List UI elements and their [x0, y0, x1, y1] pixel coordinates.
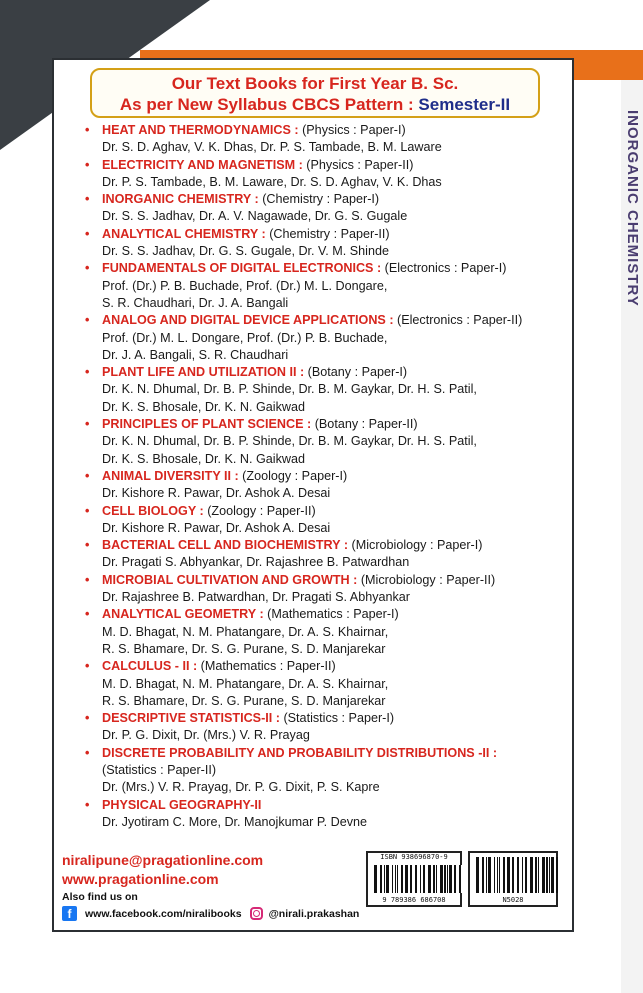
book-subject: INORGANIC CHEMISTRY : — [102, 192, 259, 207]
book-item — [76, 606, 566, 658]
contact-footer — [62, 852, 359, 921]
book-authors: Dr. (Mrs.) V. R. Prayag, Dr. P. G. Dixit, P. S. Kapre — [102, 780, 380, 795]
social-row — [62, 906, 359, 921]
book-paper: (Mathematics : Paper-I) — [263, 607, 399, 622]
book-authors: Dr. K. N. Dhumal, Dr. B. P. Shinde, Dr. B. M. Gaykar, Dr. H. S. Patil, — [102, 434, 477, 449]
book-paper: (Zoology : Paper-II) — [203, 503, 316, 518]
book-authors: S. R. Chaudhari, Dr. J. A. Bangali — [102, 295, 289, 310]
bullet-icon: • — [85, 157, 90, 172]
book-subject: BACTERIAL CELL AND BIOCHEMISTRY : — [102, 538, 349, 553]
book-item — [76, 157, 566, 192]
book-subject: MICROBIAL CULTIVATION AND GROWTH : — [102, 572, 358, 587]
book-subject: ELECTRICITY AND MAGNETISM : — [102, 157, 303, 172]
isbn-bars — [374, 865, 454, 893]
book-authors: Dr. Kishore R. Pawar, Dr. Ashok A. Desai — [102, 520, 331, 535]
book-item — [76, 468, 566, 503]
book-authors: R. S. Bhamare, Dr. S. G. Purane, S. D. Manjarekar — [102, 641, 386, 656]
book-subject: PRINCIPLES OF PLANT SCIENCE : — [102, 417, 312, 432]
book-subject: PHYSICAL GEOGRAPHY-II — [102, 797, 262, 812]
book-item — [76, 226, 566, 261]
book-paper: (Botany : Paper-II) — [311, 417, 418, 432]
book-paper: (Physics : Paper-II) — [302, 157, 414, 172]
email-link[interactable]: niralipune@pragationline.com — [62, 852, 264, 868]
bullet-icon: • — [85, 538, 90, 553]
title-pattern: As per New Syllabus CBCS Pattern : — [119, 95, 419, 114]
book-list — [76, 122, 566, 831]
book-list-panel — [52, 58, 574, 932]
book-paper: (Microbiology : Paper-I) — [348, 538, 483, 553]
book-authors: Dr. Rajashree B. Patwardhan, Dr. Pragati S. Abhyankar — [102, 590, 411, 605]
bullet-icon: • — [85, 711, 90, 726]
product-barcode — [468, 851, 558, 907]
book-authors: Dr. Pragati S. Abhyankar, Dr. Rajashree B. Patwardhan — [102, 555, 410, 570]
book-authors: Dr. K. N. Dhumal, Dr. B. P. Shinde, Dr. B. M. Gaykar, Dr. H. S. Patil, — [102, 382, 477, 397]
isbn-number: 9 789386 686708 — [382, 896, 446, 904]
book-item — [76, 658, 566, 710]
book-subject: HEAT AND THERMODYNAMICS : — [102, 123, 299, 137]
book-item — [76, 537, 566, 572]
bullet-icon: • — [85, 745, 90, 760]
product-bars — [476, 857, 550, 893]
book-authors: Dr. K. S. Bhosale, Dr. K. N. Gaikwad — [102, 399, 305, 414]
bullet-icon: • — [85, 123, 90, 137]
book-subject: ANALOG AND DIGITAL DEVICE APPLICATIONS : — [102, 313, 394, 328]
book-item — [76, 797, 566, 832]
bullet-icon: • — [85, 468, 90, 483]
bullet-icon: • — [85, 261, 90, 276]
book-item — [76, 416, 566, 468]
bullet-icon: • — [85, 313, 90, 328]
book-authors: M. D. Bhagat, N. M. Phatangare, Dr. A. S. Khairnar, — [102, 676, 389, 691]
book-authors: Dr. P. G. Dixit, Dr. (Mrs.) V. R. Prayag — [102, 728, 310, 743]
book-subject: FUNDAMENTALS OF DIGITAL ELECTRONICS : — [102, 261, 382, 276]
bullet-icon: • — [85, 417, 90, 432]
book-subject: CALCULUS - II : — [102, 659, 198, 674]
book-item — [76, 503, 566, 538]
title-box — [90, 68, 540, 118]
book-paper: (Physics : Paper-I) — [298, 123, 406, 137]
book-subject: DESCRIPTIVE STATISTICS-II : — [102, 711, 280, 726]
book-paper: (Statistics : Paper-I) — [279, 711, 395, 726]
book-subject: CELL BIOLOGY : — [102, 503, 204, 518]
title-line-2 — [92, 95, 538, 115]
book-authors: Dr. S. S. Jadhav, Dr. G. S. Gugale, Dr. V. M. Shinde — [102, 244, 389, 259]
bullet-icon: • — [85, 659, 90, 674]
isbn-barcode — [366, 851, 462, 907]
book-subject: ANIMAL DIVERSITY II : — [102, 468, 239, 483]
book-paper: (Electronics : Paper-I) — [381, 261, 507, 276]
book-paper: (Botany : Paper-I) — [304, 365, 408, 380]
book-item — [76, 364, 566, 416]
bullet-icon: • — [85, 797, 90, 812]
bullet-icon: • — [85, 607, 90, 622]
book-paper: (Chemistry : Paper-II) — [265, 226, 390, 241]
book-item — [76, 572, 566, 607]
book-subject: PLANT LIFE AND UTILIZATION II : — [102, 365, 305, 380]
spine-title: INORGANIC CHEMISTRY — [624, 110, 641, 307]
facebook-icon[interactable]: f — [62, 906, 77, 921]
facebook-link[interactable]: www.facebook.com/niralibooks — [85, 907, 242, 920]
bullet-icon: • — [85, 365, 90, 380]
book-authors: Dr. J. A. Bangali, S. R. Chaudhari — [102, 347, 289, 362]
book-item — [76, 312, 566, 364]
website-link[interactable]: www.pragationline.com — [62, 871, 219, 887]
book-subject: ANALYTICAL CHEMISTRY : — [102, 226, 266, 241]
bullet-icon: • — [85, 192, 90, 207]
book-item — [76, 260, 566, 312]
book-authors: Dr. S. D. Aghav, V. K. Dhas, Dr. P. S. Tambade, B. M. Laware — [102, 140, 442, 155]
instagram-icon[interactable] — [250, 907, 263, 920]
semester-label: Semester-II — [418, 95, 511, 114]
book-subject: DISCRETE PROBABILITY AND PROBABILITY DISTRIBUTIONS -II : — [102, 745, 498, 760]
bullet-icon: • — [85, 572, 90, 587]
book-item — [76, 710, 566, 745]
book-paper: (Electronics : Paper-II) — [393, 313, 523, 328]
book-authors: (Statistics : Paper-II) — [102, 762, 217, 777]
book-item — [76, 191, 566, 226]
book-subject: ANALYTICAL GEOMETRY : — [102, 607, 264, 622]
book-authors: R. S. Bhamare, Dr. S. G. Purane, S. D. Manjarekar — [102, 693, 386, 708]
book-authors: Dr. Jyotiram C. More, Dr. Manojkumar P. Devne — [102, 814, 368, 829]
book-authors: Dr. K. S. Bhosale, Dr. K. N. Gaikwad — [102, 451, 305, 466]
book-paper: (Zoology : Paper-I) — [238, 468, 348, 483]
book-item — [76, 122, 566, 157]
find-us-label: Also find us on — [62, 891, 138, 903]
bullet-icon: • — [85, 503, 90, 518]
book-authors: Dr. Kishore R. Pawar, Dr. Ashok A. Desai — [102, 486, 331, 501]
isbn-text: ISBN 938696870-9 — [380, 853, 448, 861]
book-authors: Prof. (Dr.) P. B. Buchade, Prof. (Dr.) M. L. Dongare, — [102, 278, 388, 293]
book-paper: (Mathematics : Paper-II) — [197, 659, 336, 674]
book-authors: Prof. (Dr.) M. L. Dongare, Prof. (Dr.) P. B. Buchade, — [102, 330, 388, 345]
book-paper: (Chemistry : Paper-I) — [258, 192, 380, 207]
book-authors: Dr. S. S. Jadhav, Dr. A. V. Nagawade, Dr. G. S. Gugale — [102, 209, 408, 224]
bullet-icon: • — [85, 226, 90, 241]
book-authors: M. D. Bhagat, N. M. Phatangare, Dr. A. S. Khairnar, — [102, 624, 389, 639]
instagram-handle[interactable]: @nirali.prakashan — [268, 907, 360, 920]
product-code: N5028 — [502, 896, 524, 904]
book-paper: (Microbiology : Paper-II) — [357, 572, 496, 587]
book-item — [76, 745, 566, 797]
book-authors: Dr. P. S. Tambade, B. M. Laware, Dr. S. D. Aghav, V. K. Dhas — [102, 174, 442, 189]
title-line-1: Our Text Books for First Year B. Sc. — [171, 74, 459, 93]
